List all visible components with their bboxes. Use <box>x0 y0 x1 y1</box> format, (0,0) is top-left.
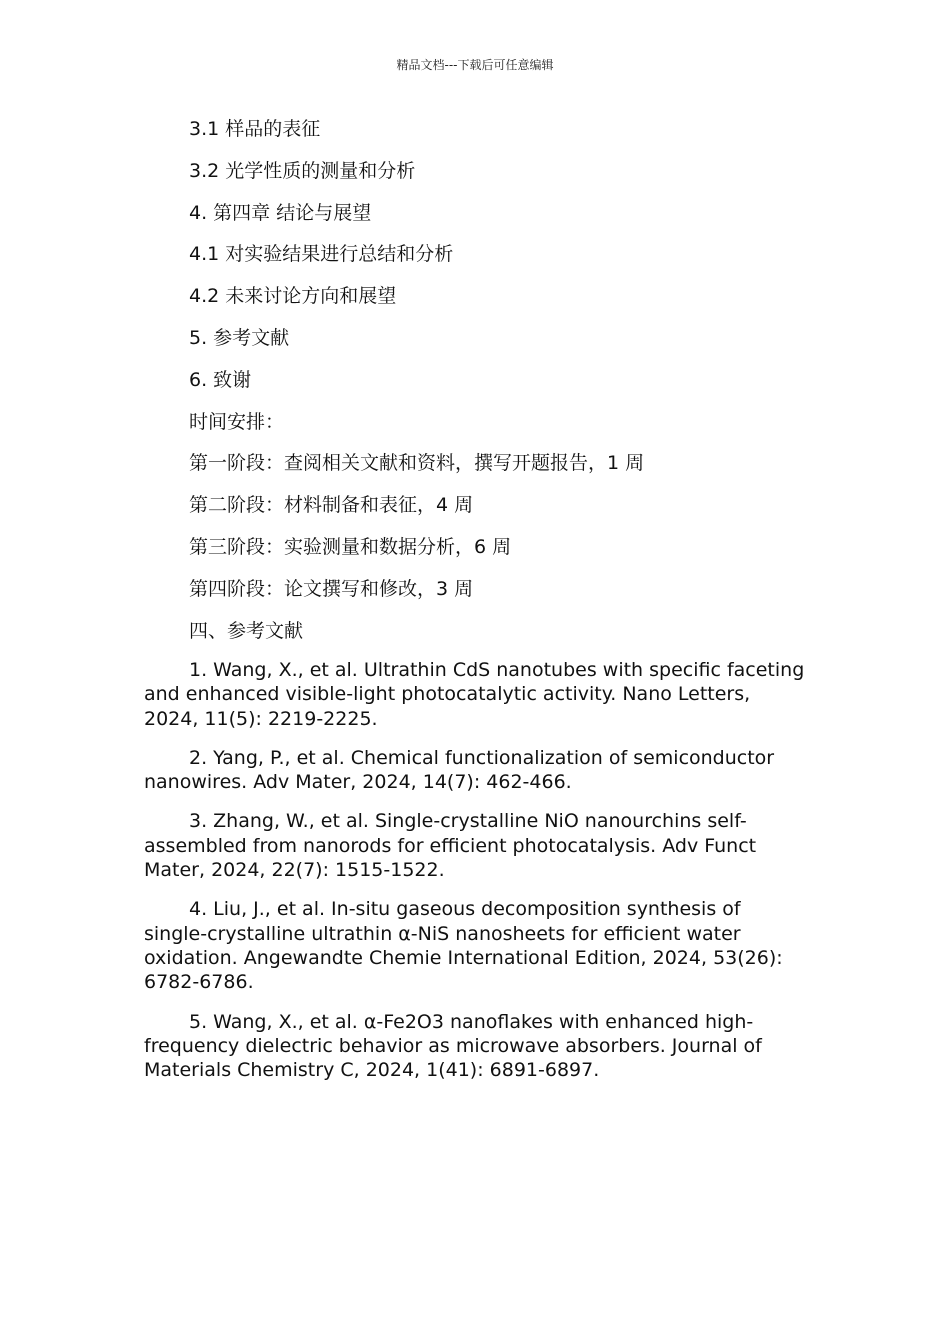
outline-item: 4. 第四章 结论与展望 <box>189 201 372 224</box>
schedule-item: 第一阶段：查阅相关文献和资料，撰写开题报告，1 周 <box>189 452 645 475</box>
schedule-item: 第二阶段：材料制备和表征，4 周 <box>189 494 474 517</box>
references-heading: 四、参考文献 <box>189 619 304 642</box>
reference-item: 1. Wang, X., et al. Ultrathin CdS nanotubes with specific faceting and enhanced visible-light photocatalytic activity. Nano Letters, 2024, 11(5): 2219-2225. <box>144 659 805 730</box>
outline-item: 6. 致谢 <box>189 368 252 391</box>
outline-item: 4.1 对实验结果进行总结和分析 <box>189 243 454 266</box>
outline-item: 4.2 未来讨论方向和展望 <box>189 285 397 308</box>
outline-item: 3.2 光学性质的测量和分析 <box>189 159 416 182</box>
schedule-heading: 时间安排： <box>189 410 285 433</box>
outline-list <box>189 115 829 658</box>
reference-item: 5. Wang, X., et al. α-Fe2O3 nanoflakes with enhanced high-frequency dielectric behavior as microwave absorbers. Journal of Materials Chemistry C, 2024, 1(41): 6891-6897. <box>144 1010 762 1082</box>
reference-item: 4. Liu, J., et al. In-situ gaseous decomposition synthesis of single-crystalline ultrathin α-NiS nanosheets for efficient water oxidation. Angewandte Chemie International Edition, 2024, 53(26): 6782-6786. <box>144 898 783 994</box>
outline-item: 3.1 样品的表征 <box>189 118 321 140</box>
reference-item: 3. Zhang, W., et al. Single-crystalline NiO nanourchins self-assembled from nanorods for efficient photocatalysis. Adv Funct Mater, 2024, 22(7): 1515-1522. <box>144 810 757 882</box>
schedule-item: 第三阶段：实验测量和数据分析，6 周 <box>189 535 512 558</box>
outline-item: 5. 参考文献 <box>189 326 290 349</box>
page-header: 精品文档---下载后可任意编辑 <box>396 58 554 72</box>
reference-item: 2. Yang, P., et al. Chemical functionalization of semiconductor nanowires. Adv Mater, 2024, 14(7): 462-466. <box>144 746 775 794</box>
schedule-item: 第四阶段：论文撰写和修改，3 周 <box>189 577 474 600</box>
reference-list <box>144 658 808 1097</box>
